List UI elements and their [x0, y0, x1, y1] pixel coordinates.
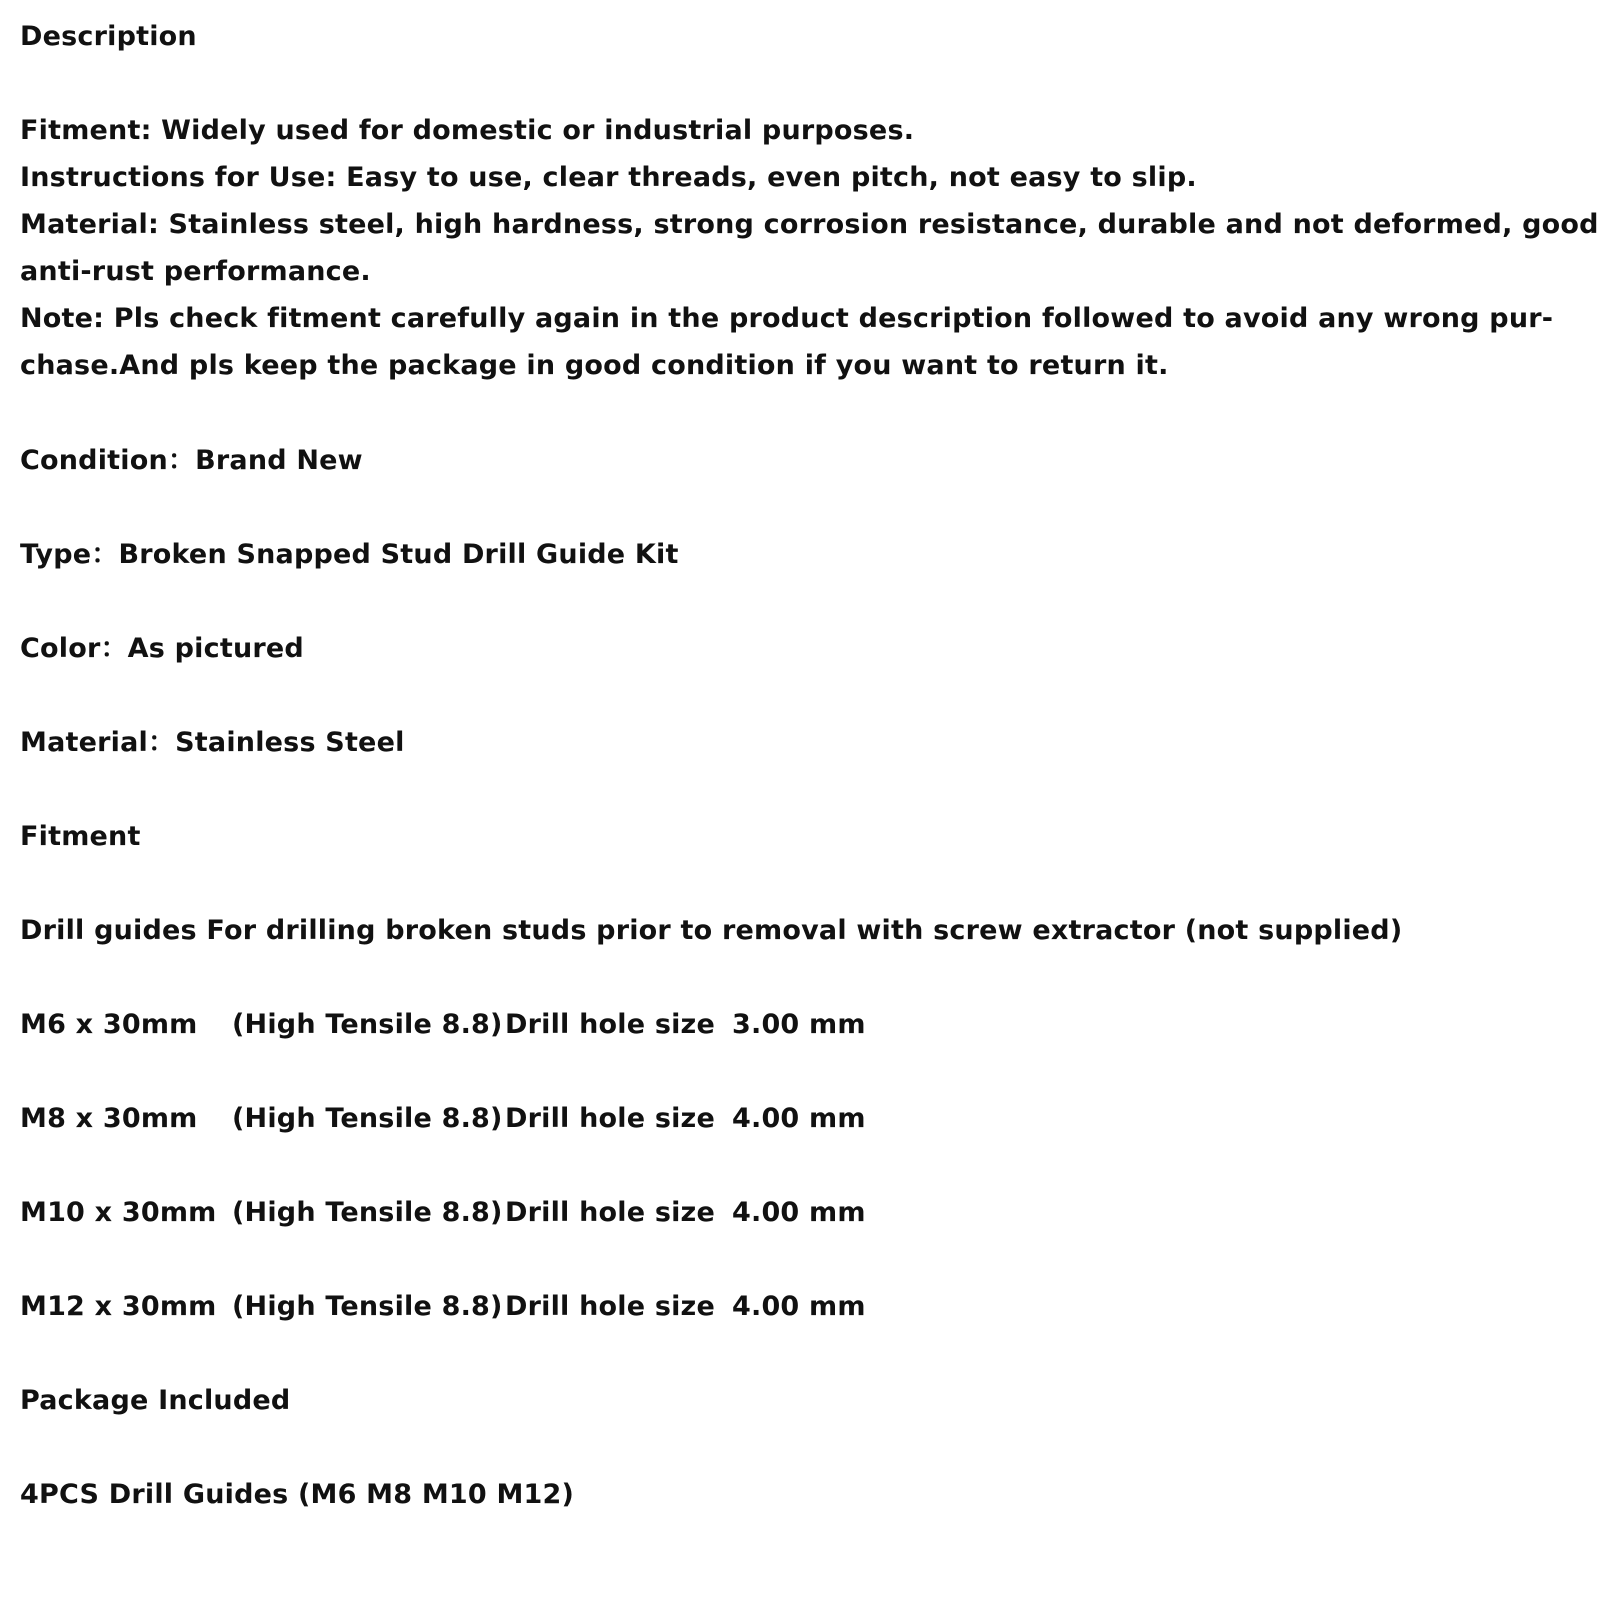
spec-label: Drill hole size: [505, 1009, 715, 1040]
package-heading: Package Included: [20, 1385, 291, 1416]
fitment-heading: Fitment: [20, 821, 141, 852]
spec-value: 4.00 mm: [732, 1291, 866, 1322]
type-line: Type：Broken Snapped Stud Drill Guide Kit: [20, 539, 679, 570]
spec-label: Drill hole size: [505, 1197, 715, 1228]
spec-value: 4.00 mm: [732, 1103, 866, 1134]
intro-material-line-cont: anti-rust performance.: [20, 256, 371, 287]
spec-size: M10 x 30mm: [20, 1197, 217, 1228]
fitment-text: Drill guides For drilling broken studs prior to removal with screw extractor (not supplied): [20, 915, 1403, 946]
intro-fitment-line: Fitment: Widely used for domestic or industrial purposes.: [20, 115, 915, 146]
material-line: Material：Stainless Steel: [20, 727, 405, 758]
package-text: 4PCS Drill Guides (M6 M8 M10 M12): [20, 1479, 575, 1510]
intro-note-line: Note: Pls check fitment carefully again in the product description followed to avoid any wrong pur-: [20, 303, 1554, 334]
spec-size: M6 x 30mm: [20, 1009, 198, 1040]
intro-material-line: Material: Stainless steel, high hardness, strong corrosion resistance, durable and not deformed, good: [20, 209, 1599, 240]
spec-grade: (High Tensile 8.8): [232, 1009, 503, 1040]
intro-note-line-cont: chase.And pls keep the package in good condition if you want to return it.: [20, 350, 1169, 381]
spec-grade: (High Tensile 8.8): [232, 1103, 503, 1134]
description-heading: Description: [20, 21, 197, 52]
spec-label: Drill hole size: [505, 1103, 715, 1134]
spec-value: 4.00 mm: [732, 1197, 866, 1228]
spec-grade: (High Tensile 8.8): [232, 1291, 503, 1322]
condition-line: Condition：Brand New: [20, 445, 363, 476]
spec-label: Drill hole size: [505, 1291, 715, 1322]
intro-instructions-line: Instructions for Use: Easy to use, clear threads, even pitch, not easy to slip.: [20, 162, 1197, 193]
spec-value: 3.00 mm: [732, 1009, 866, 1040]
spec-size: M8 x 30mm: [20, 1103, 198, 1134]
spec-size: M12 x 30mm: [20, 1291, 217, 1322]
color-line: Color：As pictured: [20, 633, 304, 664]
spec-grade: (High Tensile 8.8): [232, 1197, 503, 1228]
